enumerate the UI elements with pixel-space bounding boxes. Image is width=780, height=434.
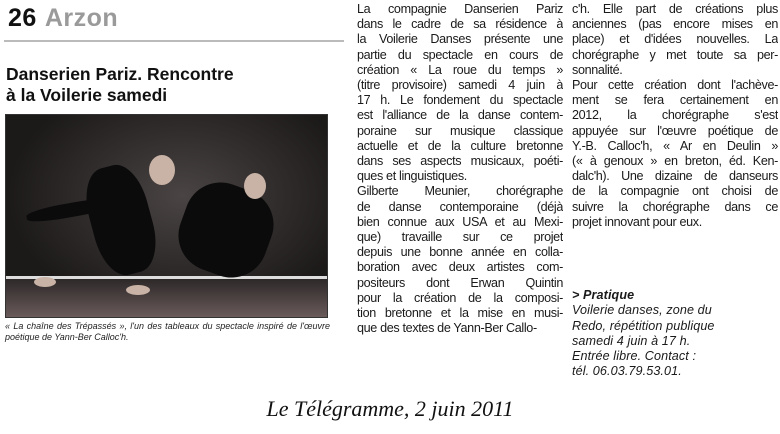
text-line: Gilberte Meunier, chorégraphe — [357, 184, 563, 199]
text-line: c'h. Elle part de créations plus — [572, 2, 778, 16]
source-credit: Le Télégramme, 2 juin 2011 — [266, 396, 514, 421]
text-line: de la compagnie ont choisi de — [572, 184, 778, 199]
text-line: anciennes (pas encore mises en — [572, 17, 778, 32]
article-column-1 — [357, 2, 563, 336]
text-line: poraine sur musique classique — [357, 123, 563, 138]
text-line: que) travaille sur ce projet — [357, 230, 563, 245]
pratique-line: Entrée libre. Contact : — [572, 349, 697, 364]
pratique-line: tél. 06.03.79.53.01. — [572, 364, 682, 379]
text-line: actuelle et de la culture bretonne — [357, 138, 563, 153]
text-line: suivre la chorégraphe dans ce — [572, 199, 778, 214]
headline-line: à la Voilerie samedi — [6, 85, 168, 105]
text-line: dalc'h). Une dizaine de danseurs — [572, 169, 778, 184]
text-line: (« à genoux » en breton, éd. Ken- — [572, 154, 778, 169]
text-line: la Voilerie Danses présente une — [357, 32, 563, 47]
photo-caption: « La chaîne des Trépassés », l'un des tableaux du spectacle inspiré de l'œuvre poétique de Yann-Ber Calloc'h. — [5, 321, 330, 342]
section-title: Arzon — [44, 4, 119, 32]
text-line: est l'alliance de la danse contem- — [357, 108, 563, 123]
headline-line: Danserien Pariz. Rencontre — [6, 64, 234, 84]
text-line: place) et d'idées nouvelles. La — [572, 32, 778, 47]
text-line: bien connue aux USA et au Mexi- — [357, 214, 563, 229]
text-line: (titre provisoire) samedi 4 juin à — [357, 78, 563, 93]
text-line: depuis une bonne année en colla- — [357, 245, 563, 260]
page-number: 26 — [8, 4, 37, 32]
text-line: pour la création de la composi- — [357, 290, 563, 305]
text-line: que des textes de Yann-Ber Callo- — [357, 321, 537, 336]
text-line: dans le cadre de sa résidence à — [357, 17, 563, 32]
pratique-title: > Pratique — [572, 288, 635, 302]
dancer-foot — [126, 285, 150, 295]
text-line: partie du spectacle en cours de — [357, 47, 563, 62]
divider — [4, 40, 344, 42]
dancer-head — [149, 155, 175, 185]
text-line: 17 h. Le fondement du spectacle — [357, 93, 563, 108]
pratique-line: samedi 4 juin à 17 h. — [572, 333, 691, 348]
text-line: Y.-B. Calloc'h, « Ar en Deulin » — [572, 138, 778, 153]
text-line: 2012, la chorégraphe s'est — [572, 108, 778, 123]
pratique-box — [572, 288, 778, 380]
text-line: sonnalité. — [572, 62, 623, 77]
text-line: ques et linguistiques. — [357, 169, 467, 184]
dancer-figure — [168, 172, 283, 287]
text-line: ment se fera certainement en — [572, 93, 778, 108]
text-line: chorégraphe y met toute sa per- — [572, 47, 778, 62]
dancer-foot — [34, 277, 56, 287]
text-line: boration avec deux artistes com- — [357, 260, 563, 275]
pratique-line: Redo, répétition publique — [572, 318, 715, 333]
text-line: dans ses aspects musicaux, poéti- — [357, 154, 563, 169]
text-line: La compagnie Danserien Pariz — [357, 2, 563, 16]
article-photo — [5, 114, 328, 318]
text-line: Pour cette création dont l'achève- — [572, 78, 778, 93]
text-line: positeurs dont Erwan Quintin — [357, 275, 563, 290]
page-header — [8, 4, 118, 33]
text-line: création « La roue du temps » — [357, 62, 563, 77]
pratique-line: Voilerie danses, zone du — [572, 303, 712, 318]
article-column-2 — [572, 2, 778, 230]
article-headline — [6, 64, 234, 106]
text-line: tion bretonne et la mise en musi- — [357, 306, 563, 321]
dancer-head — [244, 173, 266, 199]
text-line: appuyée sur l'œuvre poétique de — [572, 123, 778, 138]
text-line: de danse contemporaine (déjà — [357, 199, 563, 214]
text-line: projet innovant pour eux. — [572, 214, 702, 229]
